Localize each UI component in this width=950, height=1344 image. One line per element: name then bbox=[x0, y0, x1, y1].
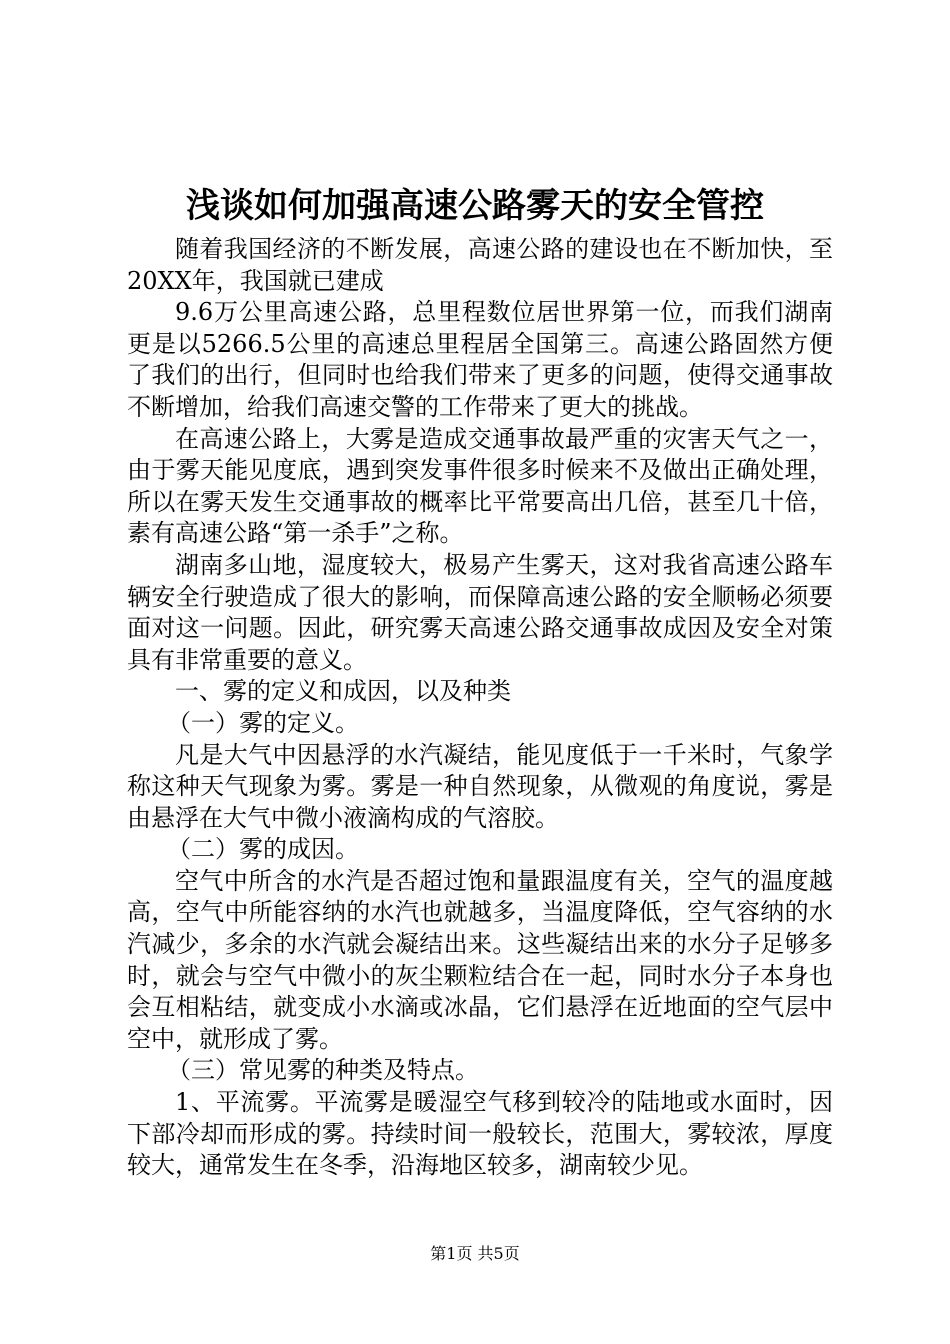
paragraph-highway-mileage: 9.6万公里高速公路，总里程数位居世界第一位，而我们湖南更是以5266.5公里的高速总里程居全国第三。高速公路固然方便了我们的出行，但同时也给我们带来了更多的问题，使得交通事故不断增加，给我们高速交警的工作带来了更大的挑战。 bbox=[127, 298, 833, 421]
paragraph-advection-fog: 1、平流雾。平流雾是暖湿空气移到较冷的陆地或水面时，因下部冷却而形成的雾。持续时间一般较长，范围大，雾较浓，厚度较大，通常发生在冬季，沿海地区较多，湖南较少见。 bbox=[127, 1088, 833, 1180]
paragraph-fog-definition: 凡是大气中因悬浮的水汽凝结，能见度低于一千米时，气象学称这种天气现象为雾。雾是一种自然现象，从微观的角度说，雾是由悬浮在大气中微小液滴构成的气溶胶。 bbox=[127, 740, 833, 832]
subsection-heading-cause: （二）雾的成因。 bbox=[167, 835, 359, 864]
paragraph-fog-cause: 空气中所含的水汽是否超过饱和量跟温度有关，空气的温度越高，空气中所能容纳的水汽也就越多，当温度降低，空气容纳的水汽减少，多余的水汽就会凝结出来。这些凝结出来的水分子足够多时，就会与空气中微小的灰尘颗粒结合在一起，同时水分子本身也会互相粘结，就变成小水滴或冰晶，它们悬浮在近地面的空气层中空中，就形成了雾。 bbox=[127, 866, 833, 1053]
page-footer: 第1页 共5页 bbox=[430, 1244, 520, 1263]
paragraph-hunan-terrain: 湖南多山地，湿度较大，极易产生雾天，这对我省高速公路车辆安全行驶造成了很大的影响，而保障高速公路的安全顺畅必须要面对这一问题。因此，研究雾天高速公路交通事故成因及安全对策具有非常重要的意义。 bbox=[127, 550, 833, 674]
paragraph-fog-danger: 在高速公路上，大雾是造成交通事故最严重的灾害天气之一，由于雾天能见度底，遇到突发事件很多时候来不及做出正确处理，所以在雾天发生交通事故的概率比平常要高出几倍，甚至几十倍，素有高速公路“第一杀手”之称。 bbox=[127, 424, 833, 548]
section-heading-1: 一、雾的定义和成因，以及种类 bbox=[175, 677, 511, 706]
document-body bbox=[127, 234, 833, 1182]
document-title: 浅谈如何加强高速公路雾天的安全管控 bbox=[186, 186, 764, 226]
subsection-heading-definition: （一）雾的定义。 bbox=[167, 708, 359, 737]
subsection-heading-types: （三）常见雾的种类及特点。 bbox=[167, 1056, 479, 1085]
paragraph-intro: 随着我国经济的不断发展，高速公路的建设也在不断加快，至20XX年，我国就已建成 bbox=[127, 235, 833, 295]
